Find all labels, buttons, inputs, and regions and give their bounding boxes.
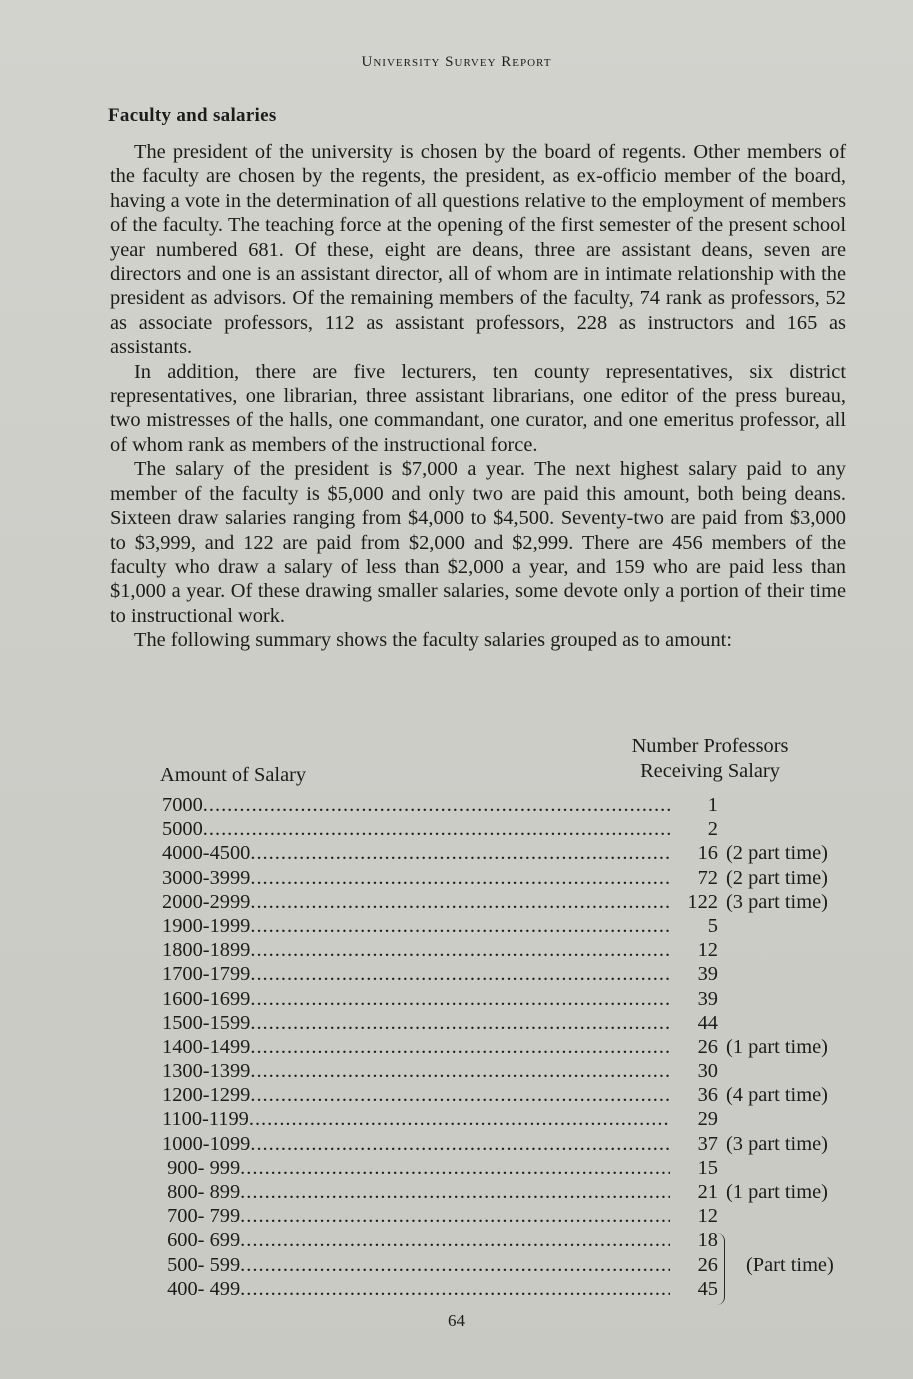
grouped-part-time-note: (Part time) <box>746 1254 834 1276</box>
column-header-count-line2: Receiving Salary <box>640 760 780 782</box>
salary-amount: 1600-1699 ..... <box>162 987 670 1011</box>
salary-amount: 500- 599 ..... <box>162 1253 670 1277</box>
part-time-note: (1 part time) <box>726 1181 828 1203</box>
salary-amount: 2000-2999 ..... <box>162 890 670 914</box>
professor-count: 29 <box>697 1108 718 1131</box>
salary-amount: 1500-1599 ..... <box>162 1011 670 1035</box>
professor-count: 26 <box>697 1253 718 1276</box>
professor-count: 15 <box>697 1156 718 1179</box>
paragraph: The president of the university is chosen by the board of regents. Other members of the faculty are chosen by the regents, the president, as ex-officio member of the board, having a vote in the determination of all questions relative to the employment of members of the faculty. The teaching force at the opening of the first semester of the present school year numbered 681. Of these, eight are deans, three are assistant deans, seven are directors and one is an assistant director, all of whom are in intimate relationship with the president as advisors. Of the remaining members of the faculty, 74 rank as professors, 52 as associate professors, 112 as assistant professors, 228 as instructors and 165 as assistants. <box>110 141 846 359</box>
table-row <box>162 987 852 1011</box>
brace-icon <box>714 1233 725 1305</box>
salary-amount: 3000-3999 ..... <box>162 866 670 890</box>
column-header-amount: Amount of Salary <box>160 764 307 786</box>
salary-amount: 1400-1499 ..... <box>162 1035 670 1059</box>
professor-count: 45 <box>697 1277 718 1300</box>
professor-count: 37 <box>697 1132 718 1155</box>
salary-table <box>162 793 852 1301</box>
paragraph: The salary of the president is $7,000 a year. The next highest salary paid to any member of the faculty is $5,000 and only two are paid this amount, both being deans. Sixteen draw salaries ranging from $4,000 to $4,500. Seventy-two are paid from $3,000 to $3,999, and 122 are paid from $2,000 and $2,999. There are 456 members of the faculty who draw a salary of less than $2,000 a year, and 159 who are paid less than $1,000 a year. Of these drawing smaller salaries, some devote only a portion of their time to instructional work. <box>110 458 846 627</box>
part-time-note: (3 part time) <box>726 1132 828 1155</box>
professor-count: 16 <box>697 842 718 865</box>
table-row <box>162 1228 852 1252</box>
professor-count: 39 <box>697 963 718 986</box>
salary-amount: 1300-1399 ..... <box>162 1059 670 1083</box>
salary-amount: 1100-1199 ..... <box>162 1107 670 1131</box>
table-row <box>162 890 852 914</box>
table-row <box>162 962 852 986</box>
professor-count: 72 <box>697 866 718 889</box>
salary-amount: 900- 999 ..... <box>162 1156 670 1180</box>
column-header-count-line1: Number Professors <box>631 735 789 757</box>
salary-amount: 400- 499 ..... <box>162 1277 670 1301</box>
table-row <box>162 1277 852 1301</box>
paragraph: The following summary shows the faculty salaries grouped as to amount: <box>134 629 732 652</box>
table-row <box>162 1204 852 1228</box>
part-time-note: (2 part time) <box>726 842 828 865</box>
professor-count: 122 <box>687 890 718 913</box>
table-row <box>162 914 852 938</box>
page-number: 64 <box>448 1311 465 1330</box>
salary-amount: 1800-1899 ..... <box>162 938 670 962</box>
table-row <box>162 1011 852 1035</box>
salary-table-header <box>160 734 850 794</box>
salary-amount: 5000 ..... <box>162 817 670 841</box>
table-row <box>162 1180 852 1204</box>
professor-count: 36 <box>697 1084 718 1107</box>
professor-count: 26 <box>697 1035 718 1058</box>
part-time-note: (2 part time) <box>726 866 828 889</box>
section-title: Faculty and salaries <box>108 105 277 126</box>
table-row <box>162 1132 852 1156</box>
running-head: University Survey Report <box>361 54 552 70</box>
salary-amount: 600- 699 ..... <box>162 1228 670 1252</box>
table-row <box>162 938 852 962</box>
table-row <box>162 1059 852 1083</box>
table-row <box>162 1035 852 1059</box>
professor-count: 1 <box>707 794 718 816</box>
professor-count: 18 <box>697 1229 718 1252</box>
table-row <box>162 793 852 817</box>
salary-amount: 1200-1299 ..... <box>162 1083 670 1107</box>
professor-count: 5 <box>707 914 718 937</box>
part-time-note: (1 part time) <box>726 1035 828 1058</box>
table-row <box>162 1083 852 1107</box>
table-row <box>162 1156 852 1180</box>
salary-amount: 4000-4500 ..... <box>162 841 670 865</box>
professor-count: 21 <box>697 1181 718 1203</box>
salary-amount: 800- 899 ..... <box>162 1180 670 1204</box>
body-text <box>110 140 846 653</box>
table-row <box>162 866 852 890</box>
salary-amount: 700- 799 ..... <box>162 1204 670 1228</box>
part-time-note: (3 part time) <box>726 890 828 913</box>
table-row <box>162 841 852 865</box>
professor-count: 12 <box>697 1205 718 1228</box>
salary-amount: 7000 ..... <box>162 793 670 817</box>
salary-amount: 1900-1999 ..... <box>162 914 670 938</box>
professor-count: 44 <box>697 1011 718 1034</box>
professor-count: 39 <box>697 987 718 1010</box>
salary-amount: 1700-1799 ..... <box>162 962 670 986</box>
professor-count: 30 <box>697 1060 718 1083</box>
professor-count: 12 <box>697 939 718 962</box>
column-header-count <box>605 734 815 784</box>
salary-amount: 1000-1099 ..... <box>162 1132 670 1156</box>
professor-count: 2 <box>707 818 718 841</box>
table-row <box>162 1107 852 1131</box>
table-row <box>162 817 852 841</box>
part-time-note: (4 part time) <box>726 1084 828 1107</box>
paragraph: In addition, there are five lecturers, ten county representatives, six district representatives, one librarian, three assistant librarians, one editor of the press bureau, two mistresses of the halls, one commandant, one curator, and one emeritus professor, all of whom rank as members of the instructional force. <box>110 360 846 456</box>
